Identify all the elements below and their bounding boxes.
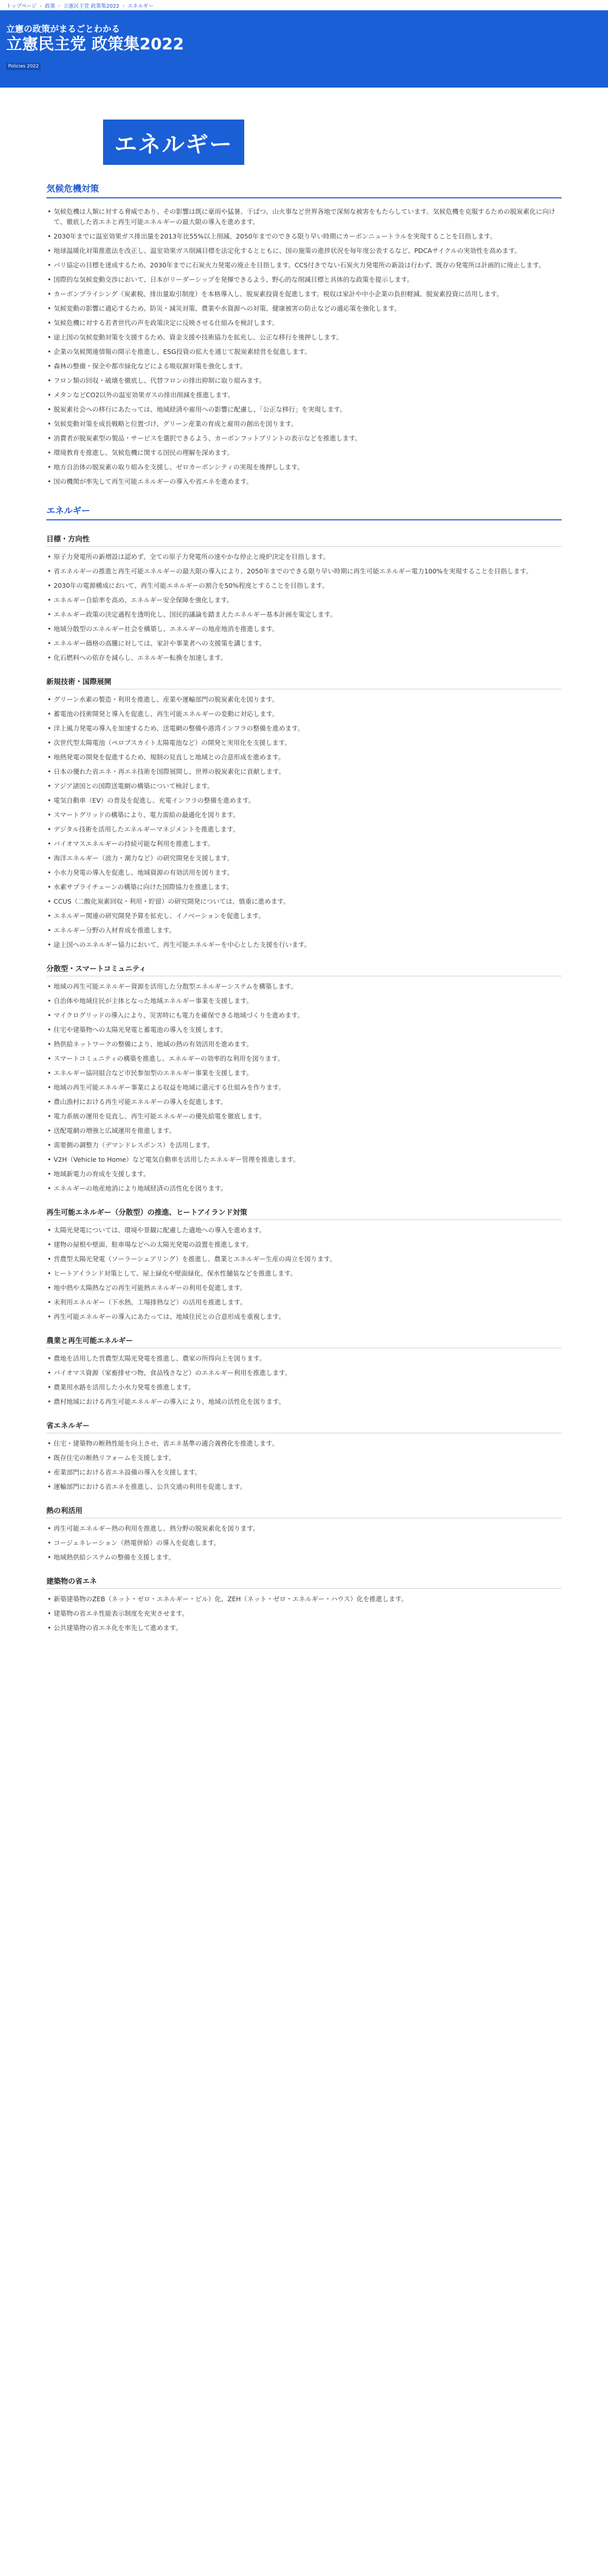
policy-list [46, 1225, 562, 1322]
policy-item: • バイオマスエネルギーの持続可能な利用を推進します。 [46, 839, 562, 849]
policy-item: • 次世代型太陽電池（ペロブスカイト太陽電池など）の開発と実用化を支援します。 [46, 738, 562, 748]
policy-item: • コージェネレーション（熱電併給）の導入を促進します。 [46, 1538, 562, 1548]
policy-list [46, 981, 562, 1194]
policy-list [46, 1523, 562, 1563]
policy-item: • デジタル技術を活用したエネルギーマネジメントを推進します。 [46, 824, 562, 835]
policy-item: • マイクログリッドの導入により、災害時にも電力を確保できる地域づくりを進めます。 [46, 1010, 562, 1021]
policy-item: • 建物の屋根や壁面、駐車場などへの太陽光発電の設置を推進します。 [46, 1240, 562, 1250]
breadcrumb-policies2022-link[interactable]: 立憲民主党 政策集2022 [63, 4, 120, 9]
policy-item: • エネルギー協同組合など市民参加型のエネルギー事業を支援します。 [46, 1068, 562, 1078]
policy-item: • 熱供給ネットワークの整備により、地域の熱の有効活用を進めます。 [46, 1039, 562, 1049]
policy-list [46, 1438, 562, 1492]
policy-item: • エネルギーの地産地消により地域経済の活性化を図ります。 [46, 1183, 562, 1194]
subsection-title: 再生可能エネルギー（分散型）の推進、ヒートアイランド対策 [46, 1207, 562, 1220]
policy-list [46, 694, 562, 950]
policy-item: • 日本の優れた省エネ・再エネ技術を国際展開し、世界の脱炭素化に貢献します。 [46, 767, 562, 777]
policy-list [46, 1353, 562, 1407]
policy-item: • CCUS（二酸化炭素回収・利用・貯留）の研究開発については、慎重に進めます。 [46, 896, 562, 907]
header-badge: Policies 2022 [6, 63, 41, 70]
policy-item: • 気候危機に対する若者世代の声を政策決定に反映させる仕組みを検討します。 [46, 318, 562, 328]
policy-item: • 再生可能エネルギーの導入にあたっては、地域住民との合意形成を重視します。 [46, 1312, 562, 1322]
policy-item: • 電力系統の運用を見直し、再生可能エネルギーの優先給電を徹底します。 [46, 1111, 562, 1122]
subsection-title: 省エネルギー [46, 1420, 562, 1433]
policy-item: • 地方自治体の脱炭素の取り組みを支援し、ゼロカーボンシティの実現を後押しします。 [46, 462, 562, 472]
policy-item: • 営農型太陽光発電（ソーラーシェアリング）を推進し、農業とエネルギー生産の両立を図ります。 [46, 1254, 562, 1264]
policy-item: • 運輸部門における省エネを推進し、公共交通の利用を促進します。 [46, 1482, 562, 1492]
policy-item: • アジア諸国との国際送電網の構築について検討します。 [46, 781, 562, 791]
policy-item: • 地域分散型のエネルギー社会を構築し、エネルギーの地産地消を推進します。 [46, 624, 562, 634]
policy-item: • 太陽光発電については、環境や景観に配慮した適地への導入を進めます。 [46, 1225, 562, 1235]
policy-item: • 環境教育を推進し、気候危機に関する国民の理解を深めます。 [46, 448, 562, 458]
policy-item: • 住宅や建築物への太陽光発電と蓄電池の導入を支援します。 [46, 1025, 562, 1035]
subsection-title: 建築物の省エネ [46, 1576, 562, 1589]
policy-item: • バイオマス資源（家畜排せつ物、食品残さなど）のエネルギー利用を推進します。 [46, 1368, 562, 1378]
section-title: エネルギー [46, 503, 562, 520]
policy-item: • 需要側の調整力（デマンドレスポンス）を活用します。 [46, 1140, 562, 1150]
policy-item: • 公共建築物の省エネ化を率先して進めます。 [46, 1623, 562, 1633]
policy-item: • 化石燃料への依存を減らし、エネルギー転換を加速します。 [46, 653, 562, 663]
policy-item: • 省エネルギーの推進と再生可能エネルギーの最大限の導入により、2050年までのできる限り早い時期に再生可能エネルギー電力100%を実現することを目指します。 [46, 566, 562, 577]
subsection-title: 熱の利活用 [46, 1505, 562, 1518]
policy-item: • パリ協定の目標を達成するため、2030年までに石炭火力発電の廃止を目指します。CCS付きでない石炭火力発電所の新設は行わず、既存の発電所は計画的に廃止します。 [46, 260, 562, 270]
policy-item: • 地域新電力の育成を支援します。 [46, 1169, 562, 1179]
policy-item: • 未利用エネルギー（下水熱、工場排熱など）の活用を推進します。 [46, 1297, 562, 1308]
policy-item: • 気候変動対策を成長戦略と位置づけ、グリーン産業の育成と雇用の創出を図ります。 [46, 419, 562, 429]
policy-item: • フロン類の回収・破壊を徹底し、代替フロンの排出抑制に取り組みます。 [46, 376, 562, 386]
policy-item: • 途上国の気候変動対策を支援するため、資金支援や技術協力を拡充し、公正な移行を後押しします。 [46, 332, 562, 343]
subsection-title: 目標・方向性 [46, 534, 562, 547]
policy-item: • エネルギー自給率を高め、エネルギー安全保障を強化します。 [46, 595, 562, 605]
site-header [0, 10, 608, 88]
policy-item: • 地域の再生可能エネルギー事業による収益を地域に還元する仕組みを作ります。 [46, 1082, 562, 1093]
policy-item: • 新築建築物のZEB（ネット・ゼロ・エネルギー・ビル）化、ZEH（ネット・ゼロ・エネルギー・ハウス）化を推進します。 [46, 1594, 562, 1604]
policy-item: • 既存住宅の断熱リフォームを支援します。 [46, 1453, 562, 1463]
policy-item: • スマートグリッドの構築により、電力需給の最適化を図ります。 [46, 810, 562, 820]
policy-item: • V2H（Vehicle to Home）など電気自動車を活用したエネルギー管理を推進します。 [46, 1155, 562, 1165]
policy-item: • 消費者が脱炭素型の製品・サービスを選択できるよう、カーボンフットプリントの表示などを推進します。 [46, 433, 562, 444]
policy-item: • 農山漁村における再生可能エネルギーの導入を促進します。 [46, 1097, 562, 1107]
breadcrumb-home-link[interactable]: トップページ [6, 4, 37, 9]
policy-item: • ヒートアイランド対策として、屋上緑化や壁面緑化、保水性舗装などを推進します。 [46, 1268, 562, 1279]
policy-item: • 産業部門における省エネ設備の導入を支援します。 [46, 1467, 562, 1478]
policy-list [46, 207, 562, 487]
policy-item: • 建築物の省エネ性能表示制度を充実させます。 [46, 1608, 562, 1619]
subsection-title: 分散型・スマートコミュニティ [46, 963, 562, 976]
policy-item: • 送配電網の増強と広域運用を推進します。 [46, 1126, 562, 1136]
policy-item: • 水素サプライチェーンの構築に向けた国際協力を推進します。 [46, 882, 562, 892]
policy-item: • 気候変動の影響に適応するため、防災・減災対策、農業や水資源への対策、健康被害の防止などの適応策を強化します。 [46, 303, 562, 314]
policy-item: • 地中熱や太陽熱などの再生可能熱エネルギーの利用を促進します。 [46, 1283, 562, 1293]
breadcrumb-separator: › [40, 4, 42, 9]
breadcrumb-separator: › [122, 4, 125, 9]
policy-item: • 洋上風力発電の導入を加速するため、送電網の整備や港湾インフラの整備を進めます。 [46, 723, 562, 734]
policy-item: • 農地を活用した営農型太陽光発電を推進し、農家の所得向上を図ります。 [46, 1353, 562, 1364]
policy-item: • 自治体や地域住民が主体となった地域エネルギー事業を支援します。 [46, 996, 562, 1006]
sections-container [46, 181, 562, 1633]
policy-item: • 地域の再生可能エネルギー資源を活用した分散型エネルギーシステムを構築します。 [46, 981, 562, 992]
policy-item: • 農村地域における再生可能エネルギーの導入により、地域の活性化を図ります。 [46, 1397, 562, 1407]
subsection-title: 農業と再生可能エネルギー [46, 1335, 562, 1348]
policy-item: • 国の機関が率先して再生可能エネルギーの導入や省エネを進めます。 [46, 477, 562, 487]
policy-item: • グリーン水素の製造・利用を推進し、産業や運輸部門の脱炭素化を図ります。 [46, 694, 562, 705]
policy-list [46, 552, 562, 663]
policy-item: • 途上国へのエネルギー協力において、再生可能エネルギーを中心とした支援を行います。 [46, 940, 562, 950]
policy-item: • 住宅・建築物の断熱性能を向上させ、省エネ基準の適合義務化を推進します。 [46, 1438, 562, 1449]
policy-item: • カーボンプライシング（炭素税、排出量取引制度）を本格導入し、脱炭素投資を促進します。税収は家計や中小企業の負担軽減、脱炭素投資に活用します。 [46, 289, 562, 299]
policy-item: • 農業用水路を活用した小水力発電を推進します。 [46, 1382, 562, 1393]
policy-item: • 2030年までに温室効果ガス排出量を2013年比55%以上削減、2050年までのできる限り早い時期にカーボンニュートラルを実現することを目指します。 [46, 231, 562, 242]
policy-item: • エネルギー関連の研究開発予算を拡充し、イノベーションを促進します。 [46, 911, 562, 921]
header-title[interactable]: 立憲民主党 政策集2022 [6, 35, 184, 54]
section-title: 気候危機対策 [46, 181, 562, 198]
policy-item: • 2030年の電源構成において、再生可能エネルギーの割合を50%程度とすることを目指します。 [46, 581, 562, 591]
page-title: エネルギー [103, 120, 244, 165]
policy-item: • 脱炭素社会への移行にあたっては、地域経済や雇用への影響に配慮し、「公正な移行」を実現します。 [46, 404, 562, 415]
policy-item: • エネルギー政策の決定過程を透明化し、国民的議論を踏まえたエネルギー基本計画を策定します。 [46, 609, 562, 620]
policy-item: • 蓄電池の技術開発と導入を促進し、再生可能エネルギーの変動に対応します。 [46, 709, 562, 719]
breadcrumb-separator: › [58, 4, 61, 9]
policy-item: • 原子力発電所の新増設は認めず、全ての原子力発電所の速やかな停止と廃炉決定を目指します。 [46, 552, 562, 562]
policy-item: • メタンなどCO2以外の温室効果ガスの排出削減を推進します。 [46, 390, 562, 400]
policy-item: • 森林の整備・保全や都市緑化などによる吸収源対策を強化します。 [46, 361, 562, 371]
main-content [46, 88, 562, 1633]
policy-item: • エネルギー分野の人材育成を推進します。 [46, 925, 562, 936]
policy-item: • 地球温暖化対策推進法を改正し、温室効果ガス削減目標を法定化するとともに、国の施策の進捗状況を毎年度公表するなど、PDCAサイクルの実効性を高めます。 [46, 246, 562, 256]
policy-item: • スマートコミュニティの構築を推進し、エネルギーの効率的な利用を図ります。 [46, 1054, 562, 1064]
subsection-title: 新規技術・国際展開 [46, 676, 562, 689]
policy-item: • 気候危機は人類に対する脅威であり、その影響は既に豪雨や猛暑、干ばつ、山火事など世界各地で深刻な被害をもたらしています。気候危機を克服するための脱炭素化に向けて、徹底した省エネと再生可能エネルギーの最大限の導入を進めます。 [46, 207, 562, 227]
policy-item: • 小水力発電の導入を促進し、地域資源の有効活用を図ります。 [46, 868, 562, 878]
policy-item: • 国際的な気候変動交渉において、日本がリーダーシップを発揮できるよう、野心的な削減目標と具体的な政策を提示します。 [46, 275, 562, 285]
policy-item: • 地域熱供給システムの整備を支援します。 [46, 1552, 562, 1563]
breadcrumb-current: エネルギー [127, 4, 154, 9]
breadcrumb-policy-link[interactable]: 政策 [45, 4, 56, 9]
policy-item: • 企業の気候関連情報の開示を推進し、ESG投資の拡大を通じて脱炭素経営を促進します。 [46, 347, 562, 357]
breadcrumb [0, 0, 608, 10]
policy-item: • 海洋エネルギー（波力・潮力など）の研究開発を支援します。 [46, 853, 562, 863]
policy-item: • 再生可能エネルギー熱の利用を推進し、熱分野の脱炭素化を図ります。 [46, 1523, 562, 1534]
policy-item: • エネルギー価格の高騰に対しては、家計や事業者への支援策を講じます。 [46, 638, 562, 649]
policy-list [46, 1594, 562, 1633]
policy-item: • 電気自動車（EV）の普及を促進し、充電インフラの整備を進めます。 [46, 795, 562, 806]
header-tagline: 立憲の政策がまるごとわかる [6, 24, 120, 35]
policy-item: • 地熱発電の開発を促進するため、規制の見直しと地域との合意形成を進めます。 [46, 752, 562, 762]
